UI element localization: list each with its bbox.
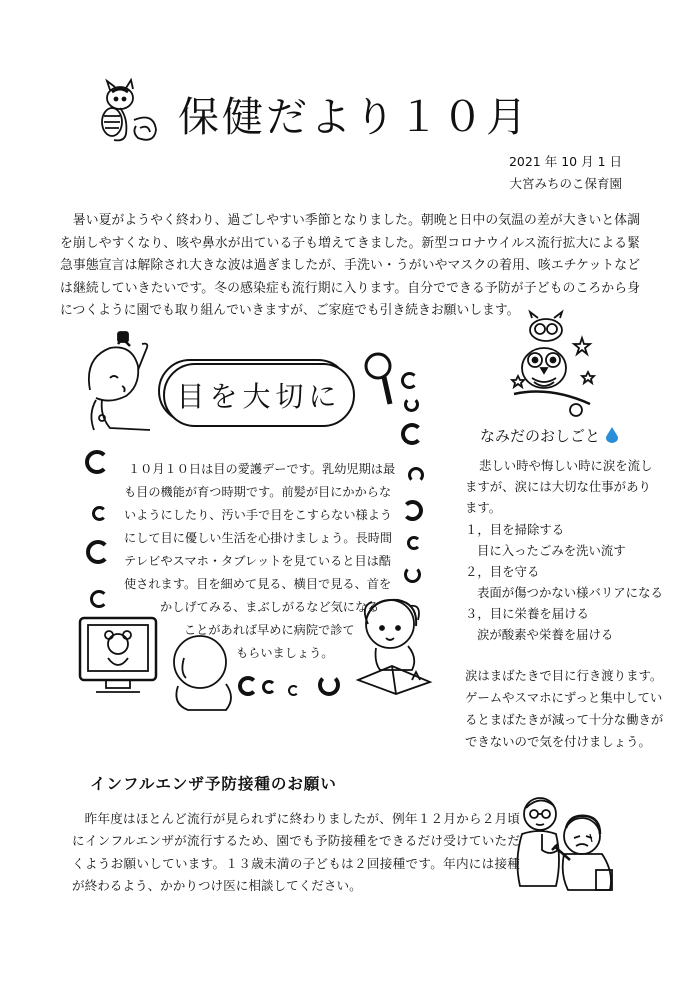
page-title: 保健だより１０月: [178, 93, 530, 141]
tears-closing-line: ゲームやスマホにずっと集中してい: [465, 690, 663, 705]
water-drop-icon: [606, 427, 618, 443]
child-watching-tv-illustration: [76, 612, 248, 712]
landolt-ring: [90, 590, 108, 608]
tears-item-label: ２，目を守る: [465, 564, 540, 579]
eye-body-line: テレビやスマホ・タブレットを見ていると目は酷: [124, 554, 392, 568]
eye-body-line: にして目に優しい生活を心掛けましょう。長時間: [124, 531, 393, 545]
issue-date: 2021 年 10 月 1 日: [508, 154, 622, 169]
landolt-ring: [86, 540, 110, 564]
tears-closing-line: 涙はまばたきで目に行き渡ります。: [465, 668, 663, 683]
tears-item-detail: 表面が傷つかない様バリアになる: [477, 585, 663, 600]
landolt-ring: [401, 372, 418, 389]
flu-section-body: 昨年度はほとんど流行が見られずに終わりましたが、例年１２月から２月頃にインフルエンザが流行するため、園でも予防接種をできるだけ受けていただくようお願いしています。１３歳未満の子どもは２回接種です。年内には接種が終わるよう、かかりつけ医に相談してください。: [72, 811, 520, 894]
landolt-ring: [85, 450, 109, 474]
eye-body-line: １０月１０日は目の愛護デーです。乳幼児期は最: [128, 462, 396, 476]
magnifier-icon: [360, 350, 400, 408]
landolt-ring: [404, 397, 419, 412]
tears-intro-line: ます。: [465, 500, 502, 515]
landolt-ring: [288, 685, 299, 696]
squirrel-icon: [98, 78, 160, 148]
eye-body-line: かしげてみる、まぶしがるなど気になる: [160, 600, 380, 614]
tears-heading-text: なみだのおしごと: [480, 427, 601, 445]
landolt-ring: [92, 506, 107, 521]
tears-item-label: １，目を掃除する: [465, 522, 565, 537]
tears-closing-line: るとまばたきが減って十分な働きが: [465, 712, 664, 727]
landolt-ring: [407, 536, 421, 550]
girl-reading-illustration: [352, 596, 436, 696]
tears-section-heading: [480, 425, 618, 446]
tears-item-detail: 目に入ったごみを洗い流す: [477, 543, 626, 558]
landolt-ring: [262, 680, 276, 694]
tears-closing-line: できないので気を付けましょう。: [465, 734, 651, 749]
eye-body-line: ことがあれば早めに病院で診て: [184, 623, 355, 637]
landolt-ring: [408, 467, 424, 483]
doctor-child-icon: [512, 790, 616, 894]
tears-section-body: [465, 455, 663, 753]
eye-body-line: いようにしたり、汚い手で目をこすらない様よう: [124, 508, 393, 522]
owls-icon: [510, 316, 598, 414]
girl-eyedrop-illustration: [80, 330, 158, 440]
intro-paragraph: 暑い夏がようやく終わり、過ごしやすい季節となりました。朝晩と日中の気温の差が大きいと体調を崩しやすくなり、咳や鼻水が出ている子も増えてきました。新型コロナウイルス流行拡大による緊急事態宣言は解除され大きな波は過ぎましたが、手洗い・うがいやマスクの着用、咳エチケットなどは継続していきたいです。冬の感染症も流行期に入ります。自分でできる予防が子どものころから身につくように園でも取り組んでいきますが、ご家庭でも引き続きお願いします。: [60, 213, 640, 319]
tears-item-detail: 涙が酸素や栄養を届ける: [477, 627, 614, 642]
landolt-ring: [401, 423, 423, 445]
eye-body-line: も目の機能が育つ時期です。前髪が目にかからな: [124, 485, 392, 499]
landolt-ring: [402, 500, 423, 521]
tears-intro-line: ますが、涙には大切な仕事があり: [465, 479, 651, 494]
flu-section-heading: インフルエンザ予防接種のお願い: [90, 775, 337, 793]
landolt-ring: [404, 566, 421, 583]
eye-body-line: 使されます。目を細めて見る、横目で見る、首を: [124, 577, 392, 591]
eye-section-heading: 目を大切に: [163, 363, 355, 427]
organization-name: 大宮みちのこ保育園: [509, 176, 622, 191]
landolt-ring: [318, 674, 340, 696]
tears-item-label: ３，目に栄養を届ける: [465, 606, 589, 621]
eye-body-line: もらいましょう。: [236, 646, 334, 660]
tears-intro-line: 悲しい時や悔しい時に涙を流し: [479, 458, 653, 473]
